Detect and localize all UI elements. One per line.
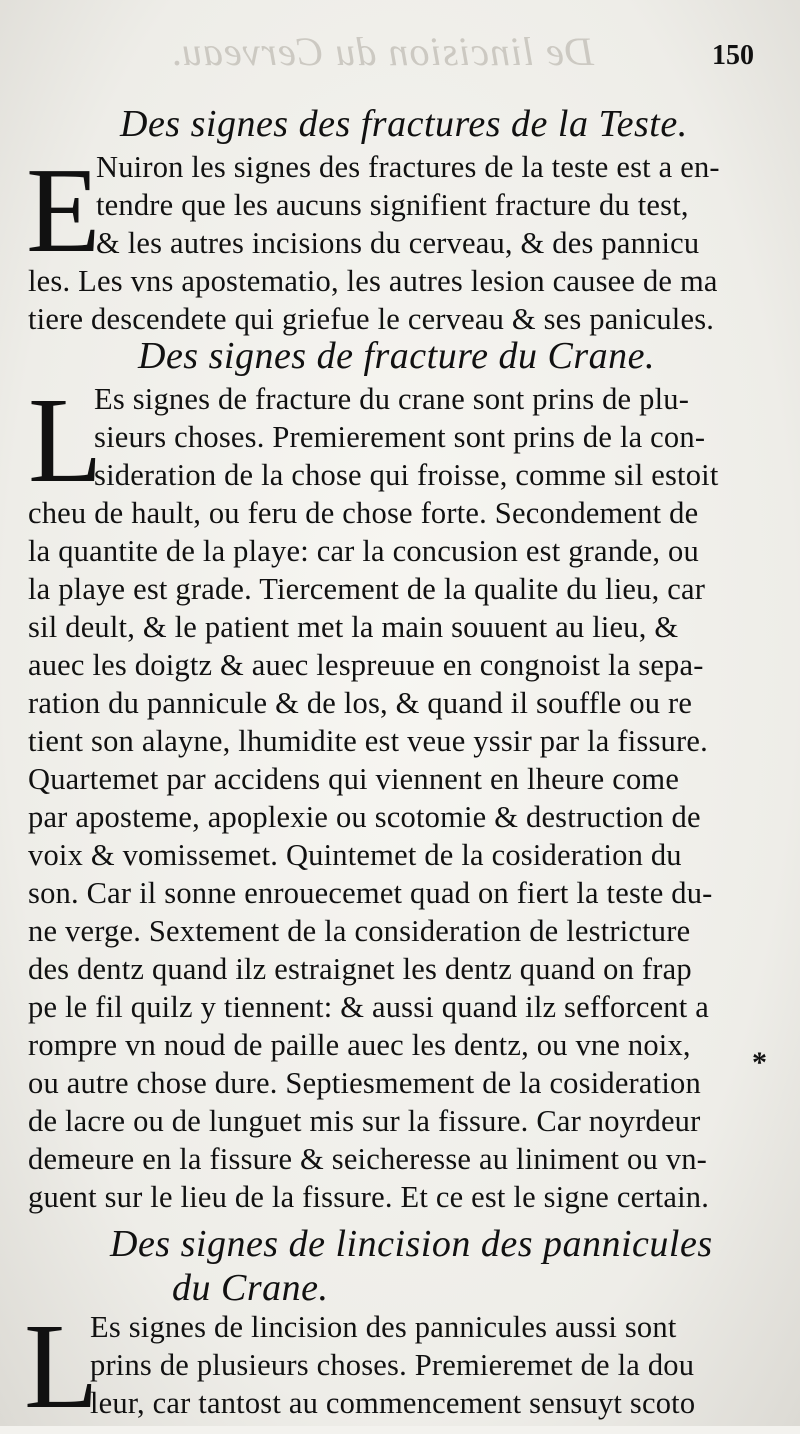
text-line: cheu de hault, ou feru de chose forte. Secondement de (28, 496, 699, 530)
text-line: la playe est grade. Tiercement de la qualite du lieu, car (28, 572, 706, 606)
text-line: pe le fil quilz y tiennent: & aussi quand ilz sefforcent a (28, 990, 709, 1024)
text-line: sil deult, & le patient met la main souuent au lieu, & (28, 610, 679, 644)
text-line: Nuiron les signes des fractures de la teste est a en- (96, 150, 720, 184)
text-line: prins de plusieurs choses. Premieremet de la dou (90, 1348, 695, 1382)
margin-mark: * (752, 1046, 767, 1079)
text-line: Quartemet par accidens qui viennent en lheure come (28, 762, 680, 796)
section-heading: Des signes de lincision des pannicules (110, 1223, 713, 1265)
text-line: des dentz quand ilz estraignet les dentz quand on frap (28, 952, 692, 986)
text-line: demeure en la fissure & seicheresse au liniment ou vn- (28, 1142, 708, 1176)
text-line: & les autres incisions du cerveau, & des pannicu (96, 226, 700, 260)
text-line: sieurs choses. Premierement sont prins de la con- (94, 420, 706, 454)
text-line: voix & vomissemet. Quintemet de la cosideration du (28, 838, 682, 872)
text-line: auec les doigtz & auec lespreuue en congnoist la sepa- (28, 648, 704, 682)
text-line: Es signes de lincision des pannicules aussi sont (90, 1310, 677, 1344)
text-line: tendre que les aucuns signifient fracture du test, (96, 188, 689, 222)
section-heading-continued: du Crane. (172, 1267, 329, 1309)
text-line: Es signes de fracture du crane sont prins de plu- (94, 382, 690, 416)
section-heading: Des signes de fracture du Crane. (138, 335, 655, 377)
text-line: rompre vn noud de paille auec les dentz, ou vne noix, (28, 1028, 691, 1062)
drop-cap: L (24, 1299, 99, 1434)
text-line: tiere descendete qui griefue le cerveau & ses panicules. (28, 302, 715, 336)
text-line: guent sur le lieu de la fissure. Et ce est le signe certain. (28, 1180, 710, 1214)
page-number: 150 (712, 40, 754, 71)
text-line: sideration de la chose qui froisse, comme sil estoit (94, 458, 719, 492)
show-through-text: De lincision du Cerveau. (170, 29, 594, 74)
text-line: ne verge. Sextement de la consideration de lestricture (28, 914, 691, 948)
text-line: son. Car il sonne enrouecemet quad on fiert la teste du- (28, 876, 713, 910)
text-line: par aposteme, apoplexie ou scotomie & destruction de (28, 800, 701, 834)
text-line: leur, car tantost au commencement sensuyt scoto (90, 1386, 696, 1420)
text-line: ou autre chose dure. Septiesmement de la cosideration (28, 1066, 701, 1100)
drop-cap: E (26, 143, 101, 278)
text-line: la quantite de la playe: car la concusion est grande, ou (28, 534, 699, 568)
drop-cap: L (28, 373, 103, 508)
text-line: de lacre ou de lunguet mis sur la fissure. Car noyrdeur (28, 1104, 701, 1138)
section-heading: Des signes des fractures de la Teste. (120, 103, 688, 145)
text-line: tient son alayne, lhumidite est veue yssir par la fissure. (28, 724, 708, 758)
text-line: les. Les vns apostematio, les autres lesion causee de ma (28, 264, 718, 298)
text-line: ration du pannicule & de los, & quand il souffle ou re (28, 686, 693, 720)
